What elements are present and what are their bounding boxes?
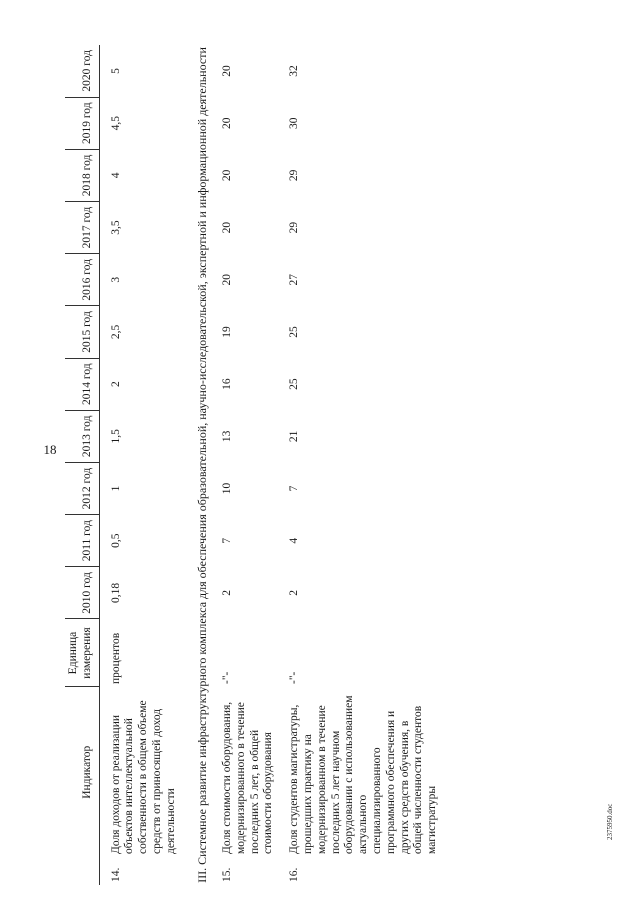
- header-unit: Единица измерения: [65, 619, 99, 687]
- header-year: 2012 год: [65, 462, 99, 514]
- header-year: 2018 год: [65, 149, 99, 201]
- value-cell: 21: [288, 430, 301, 443]
- header-year: 2010 год: [65, 567, 99, 619]
- value-cell: 13: [220, 430, 233, 443]
- value-cell: 3: [109, 276, 122, 283]
- value-cell: 7: [288, 485, 301, 492]
- header-year: 2014 год: [65, 358, 99, 410]
- rotated-table-container: [65, 45, 625, 885]
- header-year: 2020 год: [65, 45, 99, 97]
- indicator-table: [65, 45, 442, 885]
- value-cell: 10: [220, 482, 233, 495]
- value-cell: 7: [220, 537, 233, 544]
- value-cell: 25: [288, 326, 301, 338]
- row-number: 14.: [109, 867, 122, 882]
- value-cell: 29: [288, 169, 301, 182]
- table-row: [278, 45, 442, 885]
- header-year: 2013 год: [65, 410, 99, 462]
- header-year: 2015 год: [65, 306, 99, 358]
- table-row: [99, 45, 180, 885]
- value-cell: 25: [288, 378, 301, 390]
- section-row: [181, 45, 219, 885]
- row-number: 16.: [288, 867, 301, 882]
- value-cell: 4,5: [109, 116, 122, 131]
- value-cell: 1: [109, 485, 122, 492]
- indicator-text: Доля стоимости оборудования, модернизированного в течение последних 5 лет, в общей стоимости оборудования: [220, 701, 275, 854]
- table-header-row: [65, 45, 99, 885]
- header-year: 2019 год: [65, 97, 99, 149]
- value-cell: 20: [220, 169, 233, 182]
- value-cell: 19: [220, 326, 233, 338]
- value-cell: 20: [220, 65, 233, 77]
- unit-text: -"-: [220, 671, 233, 684]
- value-cell: 3,5: [109, 220, 122, 235]
- value-cell: 0,18: [109, 582, 122, 603]
- header-indicator: Индикатор: [65, 687, 99, 857]
- row-number: 15.: [220, 867, 233, 882]
- value-cell: 16: [220, 378, 233, 390]
- page-number: 18: [43, 442, 57, 457]
- value-cell: 4: [109, 172, 122, 179]
- value-cell: 29: [288, 221, 301, 234]
- unit-text: процентов: [109, 632, 122, 684]
- header-year: 2017 год: [65, 202, 99, 254]
- value-cell: 20: [220, 117, 233, 129]
- indicator-text: Доля студентов магистратуры, прошедших практику на модернизированном в течение последних 5 лет научном оборудовании с использованием актуального специализированного программного обеспечения и других средств обучения, в общей численности студентов магистратуры: [288, 695, 439, 854]
- value-cell: 0,5: [109, 533, 122, 548]
- value-cell: 20: [220, 274, 233, 286]
- value-cell: 27: [288, 274, 301, 286]
- unit-text: -"-: [288, 671, 301, 684]
- value-cell: 4: [288, 537, 301, 544]
- header-year: 2011 год: [65, 515, 99, 567]
- value-cell: 2,5: [109, 324, 122, 340]
- value-cell: 5: [109, 68, 122, 74]
- value-cell: 32: [288, 65, 301, 77]
- document-reference: 2375950.doc: [606, 803, 614, 840]
- value-cell: 20: [220, 221, 233, 234]
- section-title: III. Системное развитие инфраструктурного комплекса для обеспечения образовательной, научно-исследовательской, экспертной и информационной деятельности: [194, 47, 209, 883]
- header-year: 2016 год: [65, 254, 99, 306]
- header-num: [65, 857, 99, 885]
- table-row: [219, 45, 278, 885]
- value-cell: 2: [109, 381, 122, 388]
- value-cell: 1,5: [109, 429, 122, 444]
- value-cell: 2: [288, 590, 301, 596]
- indicator-text: Доля доходов от реализации объектов интеллектуальной собственности в общем объеме средств от приносящей доход деятельности: [109, 700, 177, 854]
- value-cell: 30: [288, 117, 301, 129]
- value-cell: 2: [220, 590, 233, 596]
